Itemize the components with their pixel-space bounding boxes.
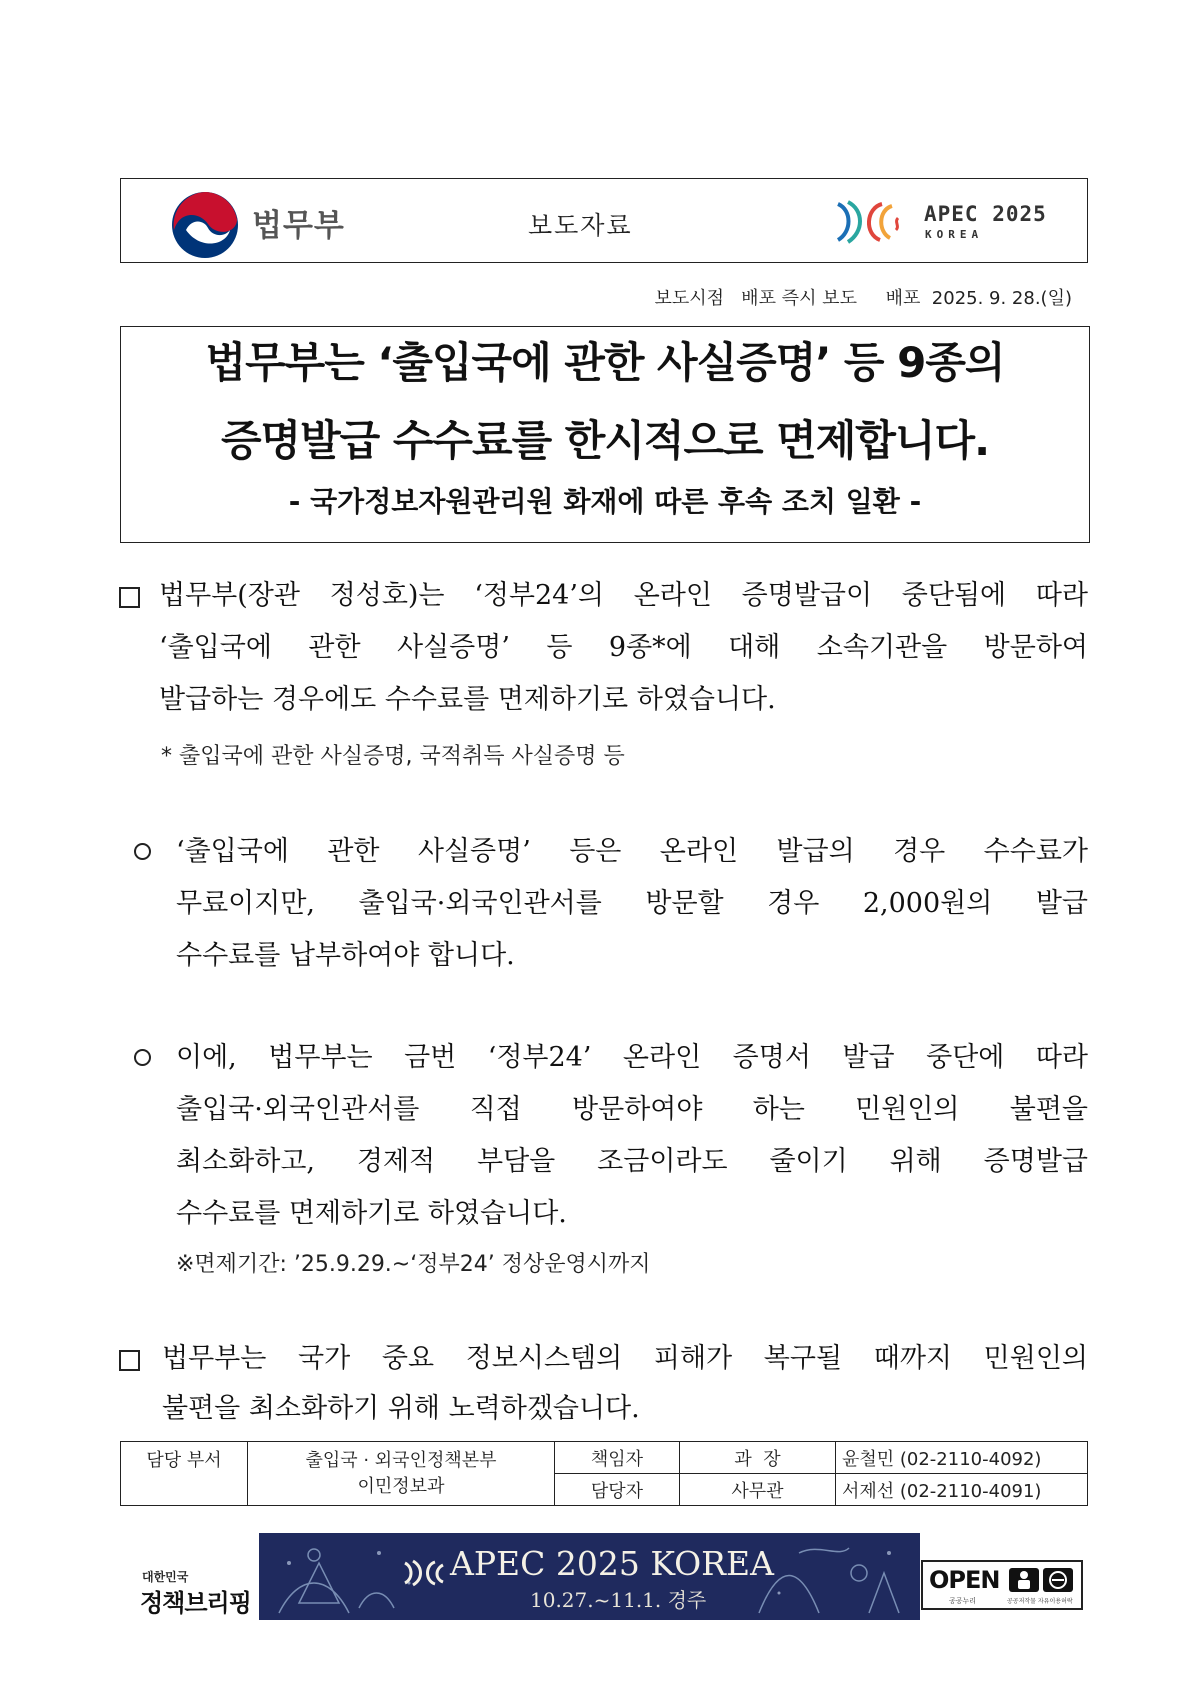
paragraph-1-line-2: ‘출입국에 관한 사실증명’ 등 9종*에 대해 소속기관을 방문하여 [159, 632, 1088, 663]
contact-title: 과 장 [680, 1442, 836, 1474]
paragraph-1-line-1: 법무부(장관 정성호)는 ‘정부24’의 온라인 증명발급이 중단됨에 따라 [159, 580, 1088, 611]
circle-bullet-icon [134, 843, 151, 860]
briefing-logo-small: 대한민국 [142, 1570, 189, 1584]
contact-person: 윤철민 (02-2110-4092) [836, 1442, 1088, 1474]
circle-bullet-icon [134, 1049, 151, 1066]
banner-title: APEC 2025 KOREA [450, 1544, 774, 1583]
contact-role: 담당자 [555, 1474, 680, 1506]
government-emblem-icon [170, 190, 240, 260]
paragraph-2-line-2: 무료이지만, 출입국·외국인관서를 방문할 경우 2,000원의 발급 [176, 888, 1088, 919]
exemption-period-note: ※면제기간: ’25.9.29.~‘정부24’ 정상운영시까지 [176, 1252, 651, 1277]
dept-line-1: 출입국 · 외국인정책본부 [305, 1449, 497, 1471]
briefing-logo-text: 정책브리핑 [140, 1589, 251, 1617]
paragraph-3-line-4: 수수료를 면제하기로 하였습니다. [176, 1198, 567, 1229]
paragraph-4-line-1: 법무부는 국가 중요 정보시스템의 피해가 복구될 때까지 민원인의 [162, 1343, 1088, 1374]
contact-person: 서제선 (02-2110-4091) [836, 1474, 1088, 1506]
apec-subtitle: KOREA [925, 228, 984, 241]
contact-role: 책임자 [555, 1442, 680, 1474]
policy-briefing-logo [140, 1568, 251, 1618]
paragraph-1-footnote: * 출입국에 관한 사실증명, 국적취득 사실증명 등 [161, 744, 625, 769]
dept-label: 담당 부서 [121, 1442, 248, 1506]
paragraph-1-line-3: 발급하는 경우에도 수수료를 면제하기로 하였습니다. [159, 684, 776, 715]
apec-title: APEC 2025 [924, 202, 1047, 226]
ministry-name: 법무부 [252, 208, 345, 244]
square-bullet-icon [119, 1350, 140, 1371]
commercial-use-icon [1043, 1568, 1073, 1592]
headline-line-1: 법무부는 ‘출입국에 관한 사실증명’ 등 9종의 [205, 338, 1005, 387]
apec-mark-icon [403, 1557, 445, 1587]
dept-name [248, 1442, 555, 1506]
square-bullet-icon [119, 587, 140, 608]
attribution-icon [1009, 1568, 1039, 1592]
paragraph-2-line-3: 수수료를 납부하여야 합니다. [176, 940, 515, 971]
contact-table [120, 1441, 1088, 1506]
release-timing: 보도시점 배포 즉시 보도 배포 2025. 9. 28.(일) [654, 288, 1072, 309]
apec-logo-icon [834, 196, 914, 246]
open-label: OPEN [929, 1566, 1000, 1594]
paragraph-3-line-3: 최소화하고, 경제적 부담을 조금이라도 줄이기 위해 증명발급 [176, 1146, 1088, 1177]
headline-line-2: 증명발급 수수료를 한시적으로 면제합니다. [220, 416, 990, 465]
contact-row [121, 1442, 1088, 1474]
banner-date: 10.27.~11.1. 경주 [530, 1588, 707, 1612]
open-type: 공공저작물 자유이용허락 [1007, 1598, 1073, 1605]
paragraph-3-line-1: 이에, 법무부는 금번 ‘정부24’ 온라인 증명서 발급 중단에 따라 [176, 1042, 1088, 1073]
subtitle: - 국가정보자원관리원 화재에 따른 후속 조치 일환 - [288, 485, 922, 518]
open-sub: 공공누리 [949, 1597, 977, 1605]
dept-line-2: 이민정보과 [357, 1475, 445, 1497]
paragraph-3-line-2: 출입국·외국인관서를 직접 방문하여야 하는 민원인의 불편을 [176, 1094, 1088, 1125]
contact-title: 사무관 [680, 1474, 836, 1506]
paragraph-4-line-2: 불편을 최소화하기 위해 노력하겠습니다. [162, 1393, 640, 1424]
document-type-label: 보도자료 [528, 211, 633, 240]
open-license-badge [921, 1560, 1083, 1610]
paragraph-2-line-1: ‘출입국에 관한 사실증명’ 등은 온라인 발급의 경우 수수료가 [176, 836, 1088, 867]
